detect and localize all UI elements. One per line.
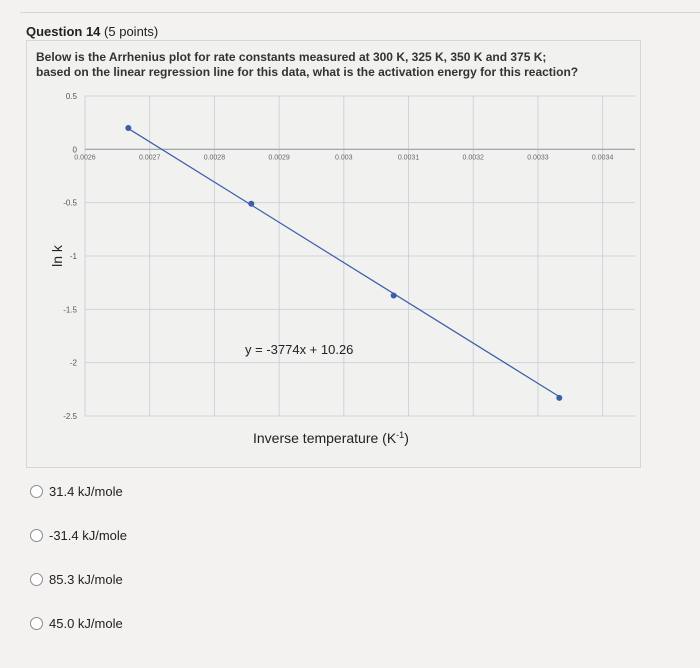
- data-point-1: [248, 201, 254, 207]
- y-tick-label-6: -2.5: [63, 412, 77, 421]
- answer-label-1: 31.4 kJ/mole: [49, 484, 123, 499]
- answer-option-3[interactable]: [30, 572, 123, 587]
- y-axis-title: ln k: [49, 245, 65, 267]
- x-tick-label-1: 0.0027: [138, 154, 161, 162]
- x-tick-label-5: 0.0031: [397, 154, 420, 162]
- x-tick-label-2: 0.0028: [203, 154, 226, 162]
- answer-option-1[interactable]: [30, 484, 123, 499]
- answer-label-3: 85.3 kJ/mole: [49, 572, 123, 587]
- trendline-equation: y = -3774x + 10.26: [245, 342, 354, 357]
- y-tick-label-2: -0.5: [63, 198, 77, 208]
- x-tick-label-7: 0.0033: [527, 154, 549, 162]
- answer-option-4[interactable]: [30, 616, 123, 631]
- answer-label-4: 45.0 kJ/mole: [49, 616, 123, 631]
- data-point-2: [391, 292, 397, 298]
- answer-option-2[interactable]: [30, 528, 127, 543]
- question-number: Question 14: [26, 24, 101, 39]
- y-tick-label-3: -1: [69, 252, 77, 261]
- answer-radio-4[interactable]: [30, 617, 43, 630]
- answer-radio-3[interactable]: [30, 573, 43, 586]
- answer-radio-1[interactable]: [30, 485, 43, 498]
- data-point-0: [125, 125, 131, 131]
- answer-radio-2[interactable]: [30, 529, 43, 542]
- x-tick-label-3: 0.0029: [268, 154, 290, 162]
- x-tick-label-4: 0.003: [335, 154, 353, 162]
- x-tick-label-0: 0.0026: [74, 154, 96, 162]
- y-tick-label-5: -2: [69, 358, 77, 368]
- x-axis-title: Inverse temperature $(K^{-1})$: [253, 430, 409, 446]
- answer-label-2: -31.4 kJ/mole: [49, 528, 128, 543]
- x-tick-label-6: 0.0032: [462, 154, 484, 162]
- top-divider: [20, 0, 700, 13]
- x-tick-label-8: 0.0034: [591, 154, 614, 162]
- y-tick-label-1: 0: [72, 145, 77, 155]
- question-points: (5 points): [104, 24, 159, 39]
- y-tick-label-0: 0.5: [65, 92, 77, 101]
- question-text-line-1: Below is the Arrhenius plot for rate constants measured at 300 K, 325 K, 350 K and 375 K;: [36, 50, 547, 64]
- arrhenius-plot: [40, 86, 640, 466]
- y-tick-label-4: -1.5: [63, 305, 77, 315]
- data-point-3: [556, 395, 562, 401]
- question-title: [26, 24, 158, 39]
- question-text-line-2: based on the linear regression line for this data, what is the activation energy for this reaction?: [36, 65, 579, 79]
